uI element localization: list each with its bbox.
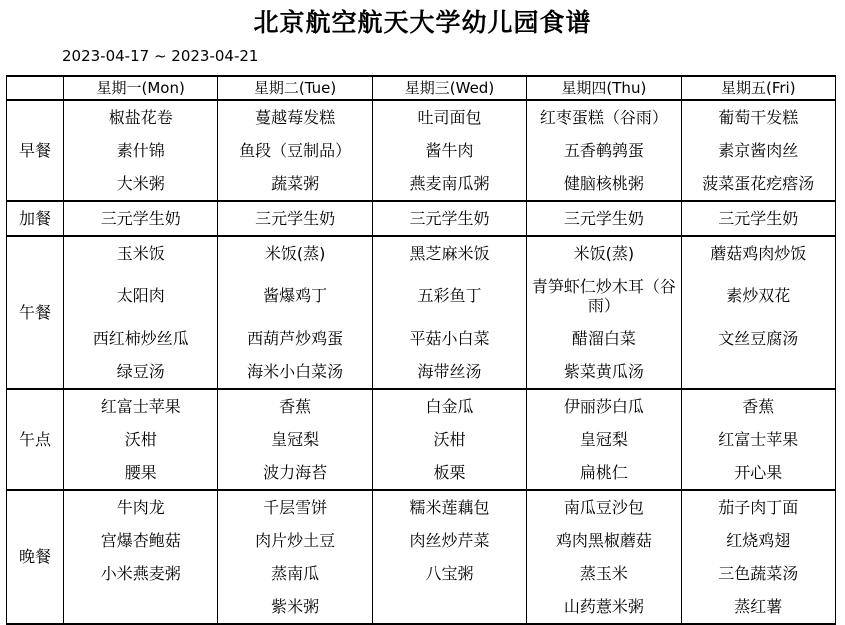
menu-cell: 蒸南瓜 xyxy=(218,557,372,590)
header-corner xyxy=(7,76,64,100)
table-row xyxy=(7,355,836,389)
table-row xyxy=(7,322,836,355)
menu-cell: 香蕉 xyxy=(218,389,372,423)
menu-cell: 绿豆汤 xyxy=(64,355,218,389)
menu-cell: 鱼段（豆制品） xyxy=(218,134,372,167)
menu-cell: 吐司面包 xyxy=(372,100,526,134)
table-row xyxy=(7,201,836,236)
menu-cell xyxy=(372,590,526,624)
menu-cell: 波力海苔 xyxy=(218,456,372,490)
menu-cell: 蔓越莓发糕 xyxy=(218,100,372,134)
menu-cell: 黑芝麻米饭 xyxy=(372,236,526,270)
table-row xyxy=(7,389,836,423)
menu-cell: 扁桃仁 xyxy=(527,456,681,490)
menu-cell: 蔬菜粥 xyxy=(218,167,372,201)
day-header: 星期二(Tue) xyxy=(218,76,372,100)
menu-cell: 大米粥 xyxy=(64,167,218,201)
day-header: 星期一(Mon) xyxy=(64,76,218,100)
menu-cell: 海米小白菜汤 xyxy=(218,355,372,389)
header-row xyxy=(7,76,836,100)
menu-cell: 鸡肉黑椒蘑菇 xyxy=(527,524,681,557)
menu-cell: 皇冠梨 xyxy=(527,423,681,456)
menu-cell: 红烧鸡翅 xyxy=(681,524,835,557)
menu-cell: 素京酱肉丝 xyxy=(681,134,835,167)
menu-cell: 文丝豆腐汤 xyxy=(681,322,835,355)
menu-table xyxy=(6,75,836,625)
table-row xyxy=(7,236,836,270)
menu-cell: 皇冠梨 xyxy=(218,423,372,456)
menu-cell: 红富士苹果 xyxy=(681,423,835,456)
table-row xyxy=(7,557,836,590)
menu-cell: 五香鹌鹑蛋 xyxy=(527,134,681,167)
menu-cell: 茄子肉丁面 xyxy=(681,490,835,524)
table-row xyxy=(7,590,836,624)
menu-cell: 糯米莲藕包 xyxy=(372,490,526,524)
menu-cell: 西红柿炒丝瓜 xyxy=(64,322,218,355)
menu-cell: 白金瓜 xyxy=(372,389,526,423)
menu-cell: 伊丽莎白瓜 xyxy=(527,389,681,423)
menu-cell: 健脑核桃粥 xyxy=(527,167,681,201)
menu-cell: 千层雪饼 xyxy=(218,490,372,524)
menu-cell: 菠菜蛋花疙瘩汤 xyxy=(681,167,835,201)
menu-cell: 八宝粥 xyxy=(372,557,526,590)
table-row xyxy=(7,423,836,456)
menu-cell: 沃柑 xyxy=(372,423,526,456)
menu-cell: 红枣蛋糕（谷雨） xyxy=(527,100,681,134)
menu-cell: 酱牛肉 xyxy=(372,134,526,167)
menu-cell: 椒盐花卷 xyxy=(64,100,218,134)
menu-cell: 肉片炒土豆 xyxy=(218,524,372,557)
menu-cell: 太阳肉 xyxy=(64,270,218,322)
table-row xyxy=(7,167,836,201)
menu-cell: 蒸红薯 xyxy=(681,590,835,624)
menu-cell: 西葫芦炒鸡蛋 xyxy=(218,322,372,355)
menu-cell: 青笋虾仁炒木耳（谷雨） xyxy=(527,270,681,322)
menu-cell: 燕麦南瓜粥 xyxy=(372,167,526,201)
menu-cell: 南瓜豆沙包 xyxy=(527,490,681,524)
day-header: 星期四(Thu) xyxy=(527,76,681,100)
meal-label: 早餐 xyxy=(7,100,64,201)
menu-cell: 三元学生奶 xyxy=(372,201,526,236)
menu-cell: 牛肉龙 xyxy=(64,490,218,524)
table-row xyxy=(7,134,836,167)
table-row xyxy=(7,456,836,490)
menu-cell: 开心果 xyxy=(681,456,835,490)
menu-cell: 平菇小白菜 xyxy=(372,322,526,355)
page-title: 北京航空航天大学幼儿园食谱 xyxy=(253,8,592,37)
menu-cell: 三元学生奶 xyxy=(527,201,681,236)
menu-cell: 香蕉 xyxy=(681,389,835,423)
meal-label: 晚餐 xyxy=(7,490,64,624)
menu-cell: 蘑菇鸡肉炒饭 xyxy=(681,236,835,270)
menu-cell xyxy=(64,590,218,624)
menu-cell: 米饭(蒸) xyxy=(527,236,681,270)
menu-cell: 紫米粥 xyxy=(218,590,372,624)
day-header: 星期五(Fri) xyxy=(681,76,835,100)
meal-label: 午点 xyxy=(7,389,64,490)
menu-cell: 酱爆鸡丁 xyxy=(218,270,372,322)
menu-cell: 板栗 xyxy=(372,456,526,490)
menu-cell: 玉米饭 xyxy=(64,236,218,270)
table-row xyxy=(7,100,836,134)
menu-cell: 肉丝炒芹菜 xyxy=(372,524,526,557)
menu-cell: 沃柑 xyxy=(64,423,218,456)
menu-cell: 宫爆杏鲍菇 xyxy=(64,524,218,557)
date-range: 2023-04-17 ~ 2023-04-21 xyxy=(62,47,259,65)
menu-cell: 三元学生奶 xyxy=(64,201,218,236)
menu-cell: 山药薏米粥 xyxy=(527,590,681,624)
menu-cell xyxy=(681,355,835,389)
menu-cell: 米饭(蒸) xyxy=(218,236,372,270)
meal-label: 加餐 xyxy=(7,201,64,236)
menu-cell: 醋溜白菜 xyxy=(527,322,681,355)
meal-label: 午餐 xyxy=(7,236,64,389)
menu-cell: 三元学生奶 xyxy=(218,201,372,236)
menu-cell: 素炒双花 xyxy=(681,270,835,322)
menu-cell: 葡萄干发糕 xyxy=(681,100,835,134)
menu-cell: 腰果 xyxy=(64,456,218,490)
table-row xyxy=(7,270,836,322)
menu-cell: 三色蔬菜汤 xyxy=(681,557,835,590)
day-header: 星期三(Wed) xyxy=(372,76,526,100)
menu-cell: 三元学生奶 xyxy=(681,201,835,236)
menu-cell: 五彩鱼丁 xyxy=(372,270,526,322)
menu-cell: 海带丝汤 xyxy=(372,355,526,389)
table-row xyxy=(7,524,836,557)
menu-cell: 蒸玉米 xyxy=(527,557,681,590)
menu-cell: 紫菜黄瓜汤 xyxy=(527,355,681,389)
table-row xyxy=(7,490,836,524)
menu-cell: 小米燕麦粥 xyxy=(64,557,218,590)
menu-cell: 素什锦 xyxy=(64,134,218,167)
menu-cell: 红富士苹果 xyxy=(64,389,218,423)
